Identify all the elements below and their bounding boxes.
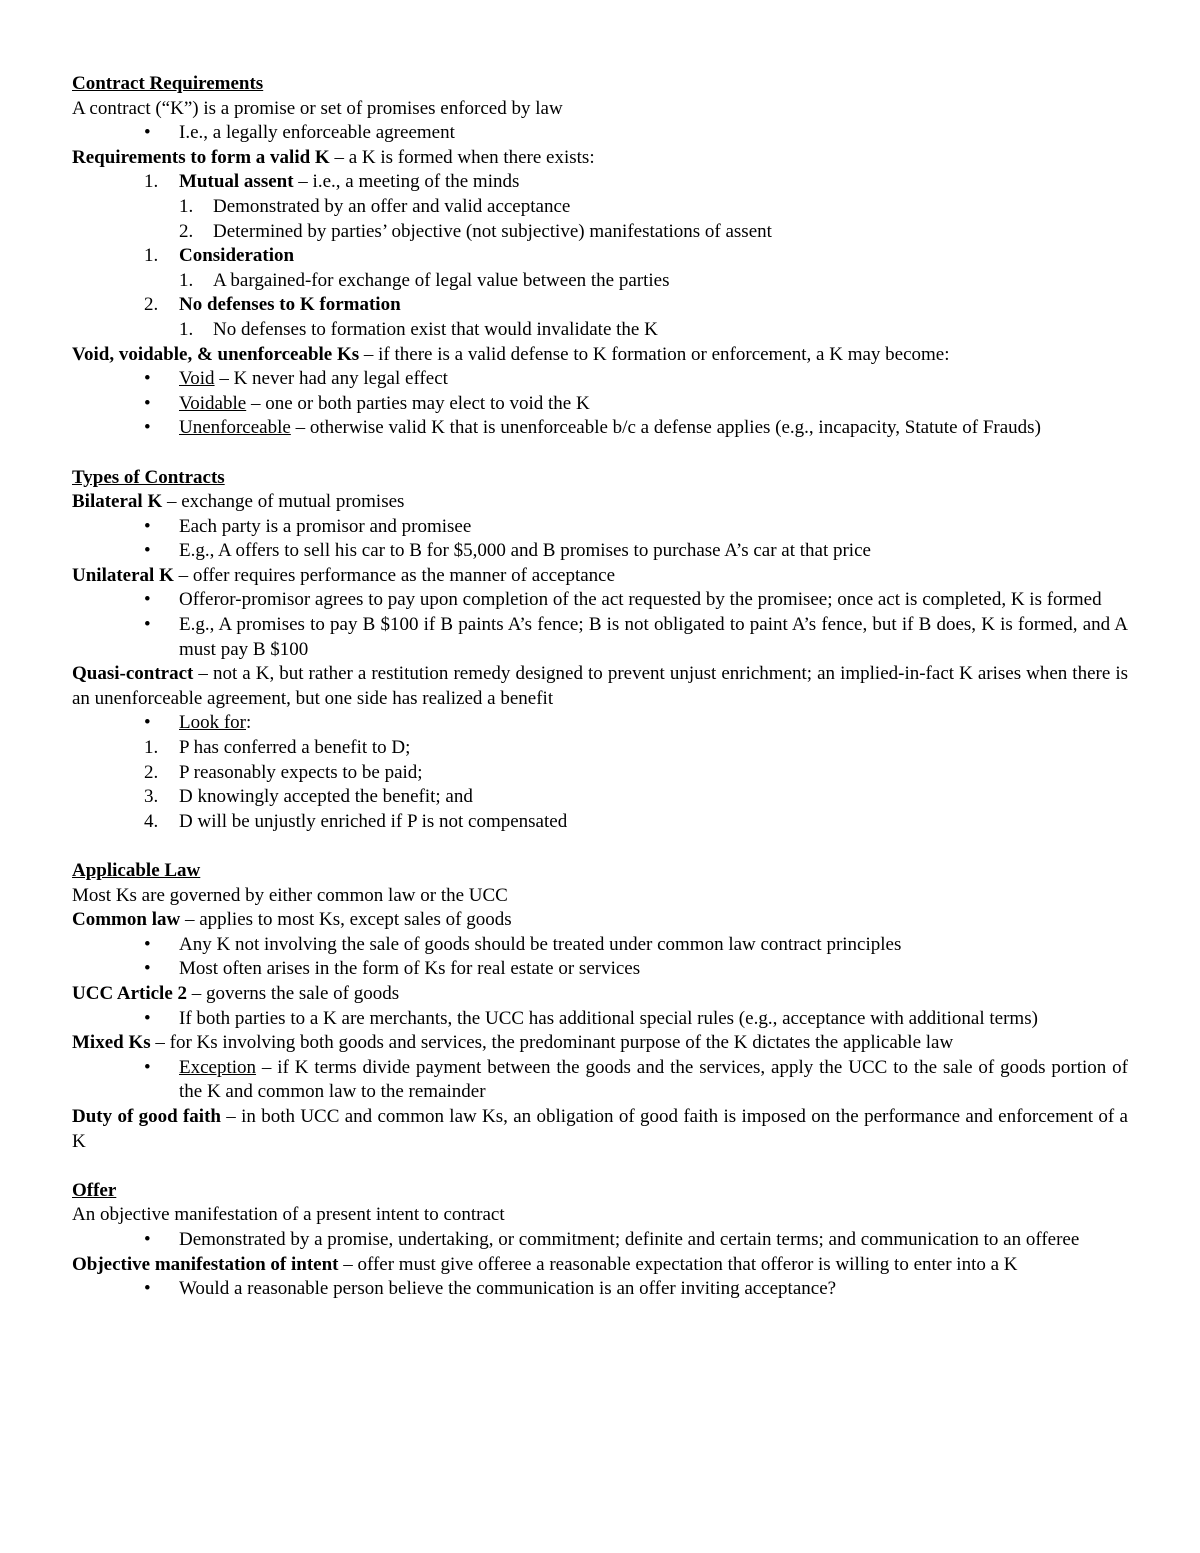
bold-term: Bilateral K	[72, 491, 163, 513]
underlined-term: Look for	[179, 712, 247, 734]
item-number: 1.	[179, 318, 194, 340]
bold-term: Consideration	[179, 245, 295, 267]
bullet-text: – if K terms divide payment between the goods and the services, apply the UCC to the sale of goods portion of the K and common law to the remainder	[179, 1056, 1128, 1103]
paragraph-line	[72, 662, 1128, 711]
bullet-icon: •	[144, 368, 151, 390]
bullet-item	[72, 539, 1128, 564]
sub-numbered-item	[72, 220, 1128, 245]
numbered-item	[72, 785, 1128, 810]
item-text: P reasonably expects to be paid;	[179, 761, 423, 783]
section-heading-text: Types of Contracts	[72, 466, 225, 488]
bullet-icon: •	[144, 1278, 151, 1300]
item-text: Determined by parties’ objective (not subjective) manifestations of assent	[213, 220, 772, 242]
section-heading	[72, 859, 1128, 884]
item-number: 1.	[179, 269, 194, 291]
item-text: A bargained-for exchange of legal value between the parties	[213, 269, 670, 291]
section-heading-text: Applicable Law	[72, 860, 201, 881]
numbered-item	[72, 170, 1128, 195]
bullet-item	[72, 711, 1128, 736]
bold-term: Objective manifestation of intent	[72, 1253, 339, 1275]
item-number: 1.	[179, 195, 194, 217]
paragraph-text: – in both UCC and common law Ks, an obligation of good faith is imposed on the performance and enforcement of a K	[72, 1105, 1128, 1152]
paragraph-line	[72, 1203, 1128, 1228]
paragraph-text: – offer requires performance as the manner of acceptance	[173, 564, 616, 586]
paragraph-line	[72, 146, 1128, 171]
underlined-term: Exception	[179, 1056, 257, 1078]
bold-term: Void, voidable, & unenforceable Ks	[72, 343, 360, 365]
bullet-text: Offeror-promisor agrees to pay upon completion of the act requested by the promisee; once act is completed, K is formed	[179, 589, 1102, 611]
paragraph-line	[72, 343, 1128, 368]
section-heading-text: Contract Requirements	[72, 73, 264, 94]
bullet-item	[72, 367, 1128, 392]
bullet-icon: •	[144, 933, 151, 955]
bold-term: Common law	[72, 909, 181, 931]
paragraph-line	[72, 1105, 1128, 1154]
bullet-text: E.g., A offers to sell his car to B for $5,000 and B promises to purchase A’s car at that price	[179, 540, 871, 562]
paragraph-text: – offer must give offeree a reasonable expectation that offeror is willing to enter into a K	[338, 1253, 1018, 1275]
paragraph-line	[72, 97, 1128, 122]
paragraph-text: – if there is a valid defense to K formation or enforcement, a K may become:	[359, 343, 950, 365]
paragraph-text: Most Ks are governed by either common law or the UCC	[72, 884, 508, 906]
bold-term: Requirements to form a valid K	[72, 146, 330, 168]
numbered-item	[72, 293, 1128, 318]
item-number: 1.	[144, 737, 159, 759]
bullet-item	[72, 1228, 1128, 1253]
paragraph-text: – applies to most Ks, except sales of goods	[180, 909, 512, 931]
bullet-item	[72, 392, 1128, 417]
bullet-icon: •	[144, 122, 151, 144]
item-number: 2.	[179, 220, 194, 242]
item-number: 2.	[144, 761, 159, 783]
bullet-item	[72, 1007, 1128, 1032]
item-text: Demonstrated by an offer and valid acceptance	[213, 195, 571, 217]
item-text: D will be unjustly enriched if P is not compensated	[179, 810, 568, 832]
bullet-icon: •	[144, 712, 151, 734]
item-number: 1.	[144, 245, 159, 267]
bullet-text: Each party is a promisor and promisee	[179, 515, 472, 537]
bullet-icon: •	[144, 540, 151, 562]
section-heading	[72, 466, 1128, 491]
bullet-icon: •	[144, 417, 151, 439]
paragraph-text: – not a K, but rather a restitution remedy designed to prevent unjust enrichment; an implied-in-fact K arises when there is an unenforceable agreement, but one side has realized a benefit	[72, 663, 1128, 709]
bullet-text: :	[246, 712, 252, 734]
numbered-item	[72, 761, 1128, 786]
underlined-term: Void	[179, 368, 215, 390]
bullet-item	[72, 1277, 1128, 1302]
paragraph-line	[72, 564, 1128, 589]
bullet-icon: •	[144, 614, 151, 636]
bullet-item	[72, 933, 1128, 958]
bullet-text: Any K not involving the sale of goods should be treated under common law contract principles	[179, 933, 902, 955]
bullet-item	[72, 588, 1128, 613]
bullet-text: – one or both parties may elect to void the K	[246, 392, 590, 414]
paragraph-line	[72, 490, 1128, 515]
bullet-text: – otherwise valid K that is unenforceable b/c a defense applies (e.g., incapacity, Statute of Frauds)	[290, 417, 1041, 439]
numbered-item	[72, 810, 1128, 835]
paragraph-line	[72, 1253, 1128, 1278]
bullet-icon: •	[144, 515, 151, 537]
item-text: – i.e., a meeting of the minds	[293, 171, 520, 193]
section-heading	[72, 1179, 1128, 1204]
section-heading	[72, 72, 1128, 97]
bullet-item	[72, 121, 1128, 146]
bold-term: Quasi-contract	[72, 663, 194, 685]
bold-term: Mixed Ks	[72, 1032, 151, 1054]
paragraph-text: – governs the sale of goods	[187, 982, 400, 1004]
bold-term: Duty of good faith	[72, 1105, 221, 1127]
paragraph-text: – a K is formed when there exists:	[329, 146, 595, 168]
bullet-text: I.e., a legally enforceable agreement	[179, 122, 455, 144]
paragraph-line	[72, 1031, 1128, 1056]
bullet-icon: •	[144, 1228, 151, 1250]
paragraph-text: An objective manifestation of a present intent to contract	[72, 1204, 505, 1226]
item-number: 3.	[144, 786, 159, 808]
bold-term: Unilateral K	[72, 564, 174, 586]
blank-line	[72, 441, 1128, 466]
bullet-text: Would a reasonable person believe the communication is an offer inviting acceptance?	[179, 1278, 837, 1300]
bullet-icon: •	[144, 958, 151, 980]
numbered-item	[72, 244, 1128, 269]
paragraph-line	[72, 884, 1128, 909]
item-text: P has conferred a benefit to D;	[179, 737, 411, 759]
bullet-text: Demonstrated by a promise, undertaking, or commitment; definite and certain terms; and communication to an offeree	[179, 1228, 1080, 1250]
paragraph-line	[72, 982, 1128, 1007]
underlined-term: Unenforceable	[179, 417, 291, 439]
numbered-item	[72, 736, 1128, 761]
bullet-text: If both parties to a K are merchants, the UCC has additional special rules (e.g., acceptance with additional terms)	[179, 1007, 1038, 1029]
sub-numbered-item	[72, 269, 1128, 294]
sub-numbered-item	[72, 318, 1128, 343]
blank-line	[72, 834, 1128, 859]
paragraph-text: – exchange of mutual promises	[162, 491, 405, 513]
item-text: D knowingly accepted the benefit; and	[179, 786, 473, 808]
bold-term: UCC Article 2	[72, 982, 188, 1004]
bullet-item	[72, 515, 1128, 540]
item-number: 1.	[144, 171, 159, 193]
bullet-item	[72, 957, 1128, 982]
bullet-text: – K never had any legal effect	[214, 368, 448, 390]
bullet-text: Most often arises in the form of Ks for real estate or services	[179, 958, 641, 980]
section-heading-text: Offer	[72, 1179, 117, 1201]
item-number: 2.	[144, 294, 159, 316]
paragraph-line	[72, 908, 1128, 933]
sub-numbered-item	[72, 195, 1128, 220]
bullet-icon: •	[144, 1056, 151, 1078]
bullet-icon: •	[144, 1007, 151, 1029]
blank-line	[72, 1154, 1128, 1179]
bullet-text: E.g., A promises to pay B $100 if B paints A’s fence; B is not obligated to paint A’s fence, but if B does, K is formed, and A must pay B $100	[179, 614, 1128, 660]
item-text: No defenses to formation exist that would invalidate the K	[213, 318, 658, 340]
bullet-icon: •	[144, 589, 151, 611]
bold-term: No defenses to K formation	[179, 294, 401, 316]
bullet-item	[72, 1056, 1128, 1105]
bold-term: Mutual assent	[179, 171, 294, 193]
paragraph-text: A contract (“K”) is a promise or set of promises enforced by law	[72, 97, 563, 119]
bullet-item	[72, 416, 1128, 441]
underlined-term: Voidable	[179, 392, 247, 414]
bullet-icon: •	[144, 392, 151, 414]
paragraph-text: – for Ks involving both goods and services, the predominant purpose of the K dictates the applicable law	[150, 1032, 954, 1054]
bullet-item	[72, 613, 1128, 662]
item-number: 4.	[144, 810, 159, 832]
